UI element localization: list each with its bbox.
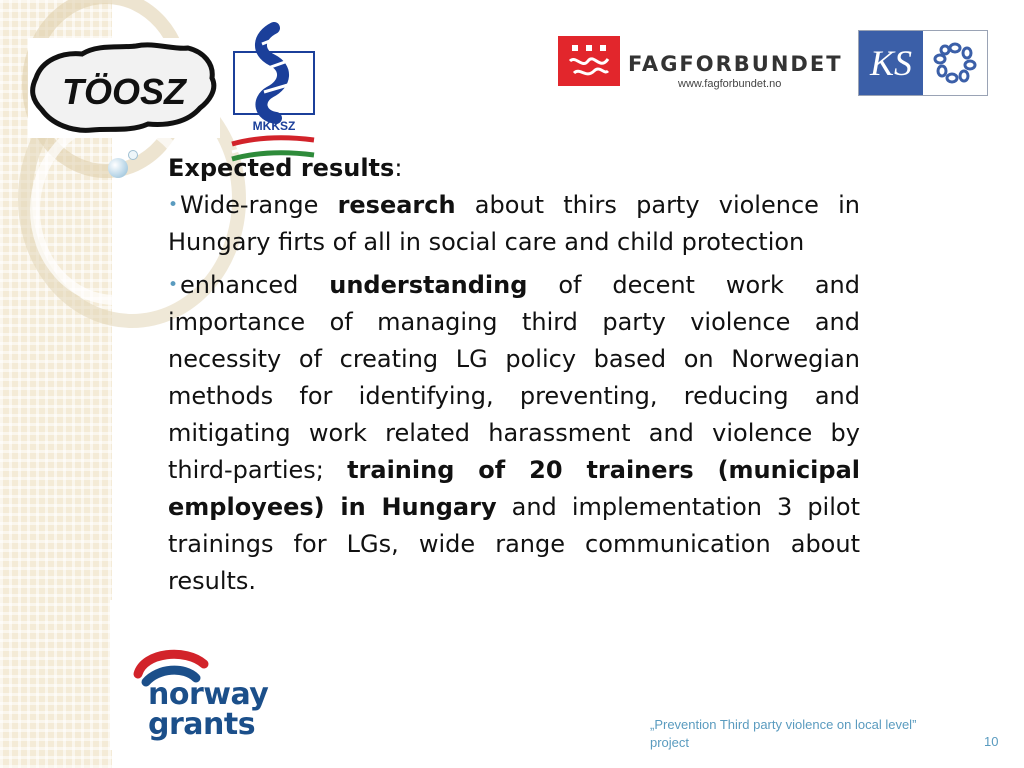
footer-project-title: „Prevention Third party violence on local level” project	[650, 717, 917, 750]
bold-span: understanding	[329, 271, 528, 299]
text-span: and implementation 3 pilot trainings for LGs, wide range communication about results.	[168, 493, 860, 595]
ks-logo	[858, 30, 988, 96]
grants-line: grants	[148, 707, 256, 742]
bullet-icon: •	[168, 275, 179, 295]
norway-line: norway	[148, 677, 269, 712]
bullet-paragraph-understanding	[168, 267, 860, 600]
bullet-paragraph-research	[168, 187, 860, 261]
bullet-icon: •	[168, 195, 179, 215]
norway-grants-text	[148, 677, 269, 742]
decorative-bubble	[108, 158, 128, 178]
heading-colon: :	[394, 154, 403, 182]
bold-span: training of 20 trainers (municipal employees) in Hungary	[168, 456, 861, 521]
fagforbundet-name: FAGFORBUNDET	[628, 52, 843, 76]
decorative-small-bubble	[128, 150, 138, 160]
toosz-logo-text: TÖOSZ	[62, 71, 186, 112]
mkksz-logo-text: MKKSZ	[252, 119, 296, 133]
slide-page-number: 10	[984, 734, 999, 749]
slide-heading	[168, 150, 860, 187]
text-span: of decent work and importance of managing third party violence and necessity of creating LG policy based on Norwegian methods for identifying, preventing, reducing and mitigating work related harassment and violence by third-parties;	[168, 271, 860, 484]
fagforbundet-url: www.fagforbundet.no	[678, 78, 782, 90]
text-span: Wide-range	[180, 191, 338, 219]
ks-logo-text: KS	[859, 31, 923, 95]
fagforbundet-logo	[558, 36, 842, 94]
toosz-logo	[28, 38, 220, 138]
bold-span: research	[337, 191, 456, 219]
mkksz-logo	[228, 22, 320, 164]
ks-chain-icon	[923, 31, 987, 95]
mkksz-logo-graphic	[228, 22, 320, 164]
norway-grants-logo	[110, 600, 310, 750]
text-span: about thirs party violence in Hungary firts of all in social care and child protection	[168, 191, 860, 256]
text-span: enhanced	[180, 271, 330, 299]
heading-bold: Expected results	[168, 154, 395, 182]
toosz-logo-graphic	[28, 38, 220, 138]
fagforbundet-emblem-icon	[558, 36, 620, 86]
slide-content	[168, 150, 860, 600]
